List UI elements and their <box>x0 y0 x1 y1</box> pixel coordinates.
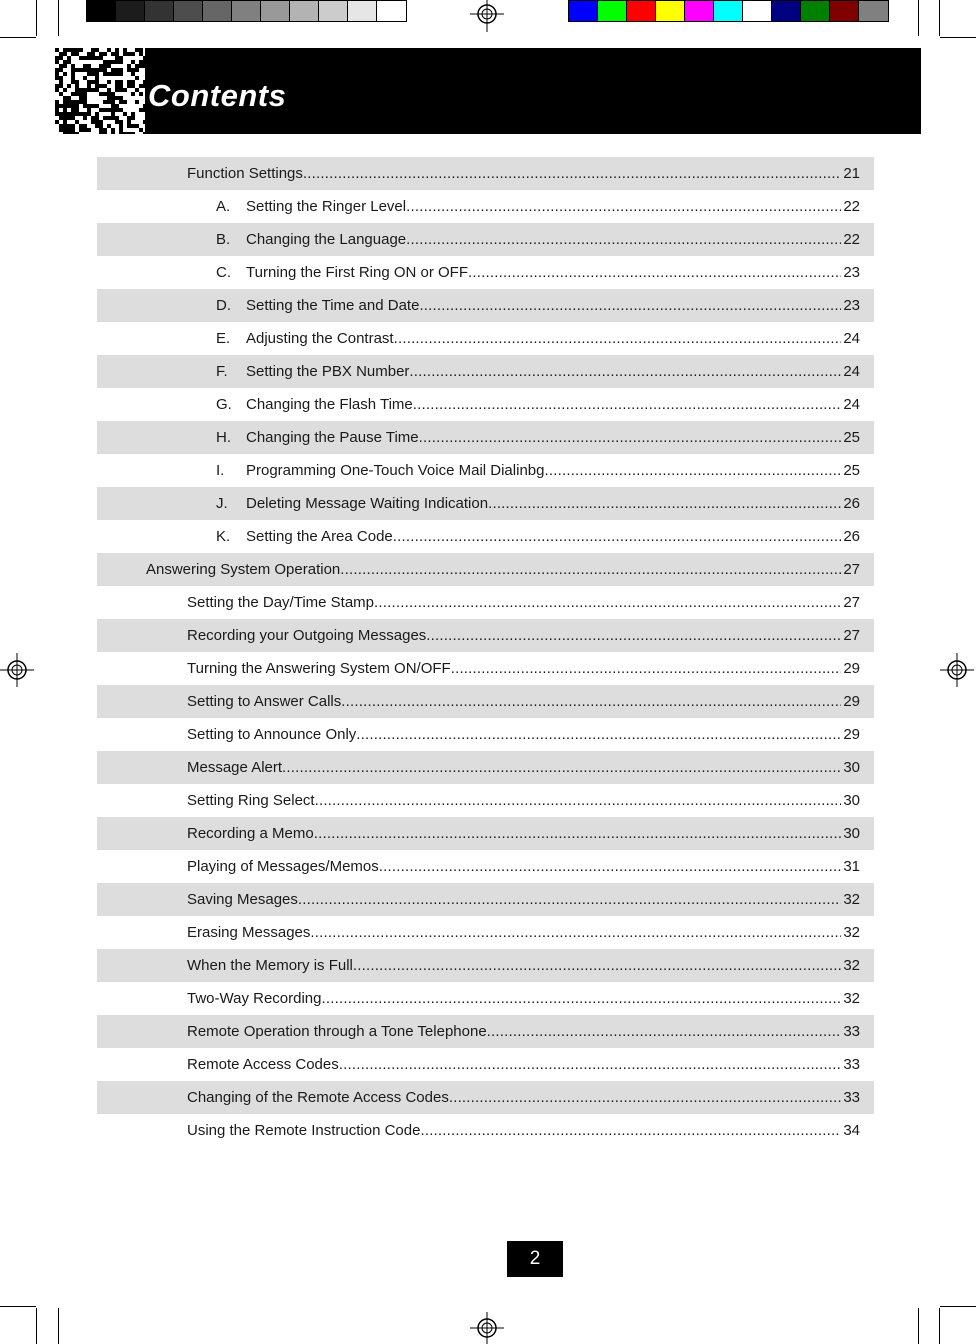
toc-item-label: Deleting Message Waiting Indication <box>246 495 489 512</box>
toc-item-label: Adjusting the Contrast <box>246 330 394 347</box>
toc-entry <box>187 1056 860 1073</box>
header-pattern-logo <box>55 48 145 134</box>
toc-item-letter: H. <box>216 429 231 446</box>
toc-row[interactable] <box>97 685 874 718</box>
toc-item-letter: D. <box>216 297 231 314</box>
toc-row[interactable] <box>97 751 874 784</box>
toc-row[interactable] <box>97 586 874 619</box>
toc-entry <box>187 924 860 941</box>
toc-item-label: Changing the Pause Time <box>246 429 419 446</box>
toc-item-label: Playing of Messages/Memos <box>187 858 379 875</box>
calibration-swatch <box>772 1 801 21</box>
toc-entry <box>187 858 860 875</box>
toc-leader-dots <box>298 891 841 908</box>
toc-leader-dots <box>426 627 841 644</box>
toc-entry <box>187 165 860 182</box>
toc-leader-dots <box>356 726 841 743</box>
toc-row[interactable] <box>97 421 874 454</box>
crop-mark <box>939 0 940 36</box>
toc-item-label: Turning the First Ring ON or OFF <box>246 264 468 281</box>
toc-row[interactable] <box>97 256 874 289</box>
toc-item-page: 25 <box>843 429 860 446</box>
table-of-contents <box>97 157 874 1147</box>
calibration-swatch <box>859 1 888 21</box>
crop-mark <box>918 1308 919 1344</box>
toc-leader-dots <box>488 495 841 512</box>
toc-entry <box>187 792 860 809</box>
crop-mark <box>940 37 976 38</box>
toc-item-page: 33 <box>843 1089 860 1106</box>
toc-item-page: 34 <box>843 1122 860 1139</box>
toc-item-letter: C. <box>216 264 231 281</box>
toc-entry <box>246 495 860 512</box>
toc-item-page: 32 <box>843 891 860 908</box>
toc-item-letter: I. <box>216 462 225 479</box>
crop-mark <box>940 1306 976 1307</box>
toc-row[interactable] <box>97 520 874 553</box>
toc-leader-dots <box>406 198 841 215</box>
toc-item-label: Changing of the Remote Access Codes <box>187 1089 449 1106</box>
calibration-swatch <box>714 1 743 21</box>
toc-entry <box>246 264 860 281</box>
toc-item-label: Two-Way Recording <box>187 990 322 1007</box>
calibration-swatch <box>377 1 406 21</box>
toc-item-label: Answering System Operation <box>146 561 341 578</box>
toc-item-label: Remote Operation through a Tone Telephone <box>187 1023 487 1040</box>
toc-leader-dots <box>340 561 841 578</box>
toc-item-page: 23 <box>843 264 860 281</box>
color-calibration-bar <box>568 0 889 22</box>
toc-item-label: Setting Ring Select <box>187 792 315 809</box>
calibration-swatch <box>830 1 859 21</box>
toc-item-page: 29 <box>843 726 860 743</box>
toc-item-page: 32 <box>843 924 860 941</box>
toc-entry <box>187 825 860 842</box>
toc-item-letter: G. <box>216 396 232 413</box>
toc-item-letter: J. <box>216 495 228 512</box>
toc-leader-dots <box>353 957 841 974</box>
toc-item-label: Setting the Area Code <box>246 528 393 545</box>
toc-entry <box>187 1023 860 1040</box>
toc-item-label: Changing the Flash Time <box>246 396 413 413</box>
contents-header-bar <box>55 48 921 134</box>
toc-item-page: 23 <box>843 297 860 314</box>
toc-item-page: 25 <box>843 462 860 479</box>
toc-item-label: Setting to Answer Calls <box>187 693 342 710</box>
toc-item-page: 22 <box>843 198 860 215</box>
toc-item-page: 29 <box>843 693 860 710</box>
toc-entry <box>187 693 860 710</box>
toc-item-letter: K. <box>216 528 231 545</box>
gray-calibration-bar <box>86 0 407 22</box>
toc-leader-dots <box>406 231 841 248</box>
registration-target-icon <box>0 653 34 687</box>
toc-row[interactable] <box>97 289 874 322</box>
toc-row[interactable] <box>97 784 874 817</box>
toc-item-page: 32 <box>843 990 860 1007</box>
toc-entry <box>246 396 860 413</box>
toc-item-letter: F. <box>216 363 228 380</box>
toc-row[interactable] <box>97 157 874 190</box>
toc-leader-dots <box>393 528 842 545</box>
toc-row[interactable] <box>97 355 874 388</box>
toc-row[interactable] <box>97 1114 874 1147</box>
toc-leader-dots <box>315 792 842 809</box>
crop-mark <box>0 1306 36 1307</box>
calibration-swatch <box>203 1 232 21</box>
toc-item-label: When the Memory is Full <box>187 957 353 974</box>
toc-leader-dots <box>379 858 842 875</box>
toc-item-page: 31 <box>843 858 860 875</box>
toc-item-label: Setting the Ringer Level <box>246 198 407 215</box>
registration-target-icon <box>470 0 504 34</box>
toc-item-label: Message Alert <box>187 759 283 776</box>
toc-entry <box>187 957 860 974</box>
toc-row[interactable] <box>97 1048 874 1081</box>
calibration-swatch <box>87 1 116 21</box>
toc-item-page: 27 <box>843 561 860 578</box>
toc-item-label: Erasing Messages <box>187 924 311 941</box>
toc-row[interactable] <box>97 619 874 652</box>
toc-leader-dots <box>468 264 841 281</box>
toc-entry <box>187 759 860 776</box>
calibration-swatch <box>598 1 627 21</box>
calibration-swatch <box>145 1 174 21</box>
page-number: 2 <box>507 1241 563 1277</box>
toc-leader-dots <box>374 594 841 611</box>
toc-item-label: Setting to Announce Only <box>187 726 357 743</box>
toc-item-page: 30 <box>843 825 860 842</box>
toc-item-letter: A. <box>216 198 231 215</box>
toc-row[interactable] <box>97 883 874 916</box>
toc-row[interactable] <box>97 223 874 256</box>
toc-item-letter: B. <box>216 231 231 248</box>
toc-item-page: 22 <box>843 231 860 248</box>
toc-item-label: Programming One-Touch Voice Mail Dialinbg <box>246 462 545 479</box>
toc-leader-dots <box>544 462 841 479</box>
toc-leader-dots <box>310 924 841 941</box>
toc-item-page: 30 <box>843 759 860 776</box>
toc-leader-dots <box>303 165 841 182</box>
calibration-swatch <box>116 1 145 21</box>
toc-leader-dots <box>449 1089 841 1106</box>
calibration-swatch <box>290 1 319 21</box>
registration-target-icon <box>470 1310 504 1344</box>
toc-leader-dots <box>413 396 842 413</box>
toc-item-label: Recording your Outgoing Messages <box>187 627 427 644</box>
calibration-swatch <box>743 1 772 21</box>
toc-row[interactable] <box>97 850 874 883</box>
toc-entry <box>187 660 860 677</box>
toc-row[interactable] <box>97 322 874 355</box>
toc-entry <box>246 429 860 446</box>
registration-target-icon <box>940 653 974 687</box>
calibration-swatch <box>801 1 830 21</box>
toc-leader-dots <box>314 825 842 842</box>
calibration-swatch <box>656 1 685 21</box>
calibration-swatch <box>685 1 714 21</box>
toc-item-page: 26 <box>843 495 860 512</box>
toc-item-label: Setting the Time and Date <box>246 297 420 314</box>
toc-item-page: 24 <box>843 396 860 413</box>
toc-item-page: 26 <box>843 528 860 545</box>
toc-row[interactable] <box>97 982 874 1015</box>
toc-row[interactable] <box>97 553 874 586</box>
toc-item-page: 24 <box>843 330 860 347</box>
toc-item-label: Saving Mesages <box>187 891 298 908</box>
toc-leader-dots <box>487 1023 842 1040</box>
toc-row[interactable] <box>97 1081 874 1114</box>
toc-entry <box>187 726 860 743</box>
toc-item-label: Setting the Day/Time Stamp <box>187 594 375 611</box>
toc-entry <box>246 198 860 215</box>
toc-row[interactable] <box>97 817 874 850</box>
toc-entry <box>246 231 860 248</box>
toc-item-page: 30 <box>843 792 860 809</box>
toc-leader-dots <box>322 990 842 1007</box>
toc-item-page: 27 <box>843 594 860 611</box>
toc-item-page: 33 <box>843 1023 860 1040</box>
toc-item-page: 29 <box>843 660 860 677</box>
toc-leader-dots <box>451 660 842 677</box>
crop-mark <box>36 1308 37 1344</box>
toc-row[interactable] <box>97 487 874 520</box>
toc-leader-dots <box>419 429 842 446</box>
toc-item-label: Setting the PBX Number <box>246 363 410 380</box>
calibration-swatch <box>348 1 377 21</box>
toc-item-label: Remote Access Codes <box>187 1056 339 1073</box>
calibration-swatch <box>569 1 598 21</box>
toc-item-label: Using the Remote Instruction Code <box>187 1122 421 1139</box>
crop-mark <box>939 1308 940 1344</box>
toc-entry <box>246 528 860 545</box>
toc-leader-dots <box>409 363 841 380</box>
crop-mark <box>36 0 37 36</box>
toc-entry <box>246 297 860 314</box>
crop-mark <box>58 1308 59 1344</box>
toc-entry <box>187 990 860 1007</box>
crop-mark <box>918 0 919 36</box>
toc-item-label: Recording a Memo <box>187 825 314 842</box>
toc-row[interactable] <box>97 1015 874 1048</box>
toc-row[interactable] <box>97 454 874 487</box>
toc-entry <box>146 561 860 578</box>
toc-item-page: 33 <box>843 1056 860 1073</box>
toc-row[interactable] <box>97 916 874 949</box>
toc-item-label: Turning the Answering System ON/OFF <box>187 660 451 677</box>
toc-item-letter: E. <box>216 330 231 347</box>
toc-item-page: 21 <box>843 165 860 182</box>
calibration-swatch <box>261 1 290 21</box>
checker-pattern-icon <box>55 48 145 134</box>
toc-entry <box>246 462 860 479</box>
calibration-swatch <box>174 1 203 21</box>
calibration-swatch <box>232 1 261 21</box>
toc-leader-dots <box>339 1056 842 1073</box>
toc-entry <box>187 891 860 908</box>
calibration-swatch <box>319 1 348 21</box>
toc-entry <box>187 594 860 611</box>
toc-leader-dots <box>341 693 841 710</box>
toc-entry <box>187 1122 860 1139</box>
page-title: Contents <box>148 78 287 113</box>
toc-row[interactable] <box>97 949 874 982</box>
crop-mark <box>0 37 36 38</box>
calibration-swatch <box>627 1 656 21</box>
toc-leader-dots <box>282 759 841 776</box>
toc-row[interactable] <box>97 190 874 223</box>
toc-entry <box>187 627 860 644</box>
toc-leader-dots <box>420 1122 841 1139</box>
toc-item-page: 27 <box>843 627 860 644</box>
toc-item-page: 32 <box>843 957 860 974</box>
toc-leader-dots <box>419 297 841 314</box>
toc-entry <box>187 1089 860 1106</box>
toc-entry <box>246 363 860 380</box>
toc-row[interactable] <box>97 388 874 421</box>
toc-item-page: 24 <box>843 363 860 380</box>
toc-item-label: Function Settings <box>187 165 303 182</box>
toc-row[interactable] <box>97 718 874 751</box>
crop-mark <box>58 0 59 36</box>
toc-item-label: Changing the Language <box>246 231 407 248</box>
toc-leader-dots <box>394 330 842 347</box>
toc-row[interactable] <box>97 652 874 685</box>
toc-entry <box>246 330 860 347</box>
